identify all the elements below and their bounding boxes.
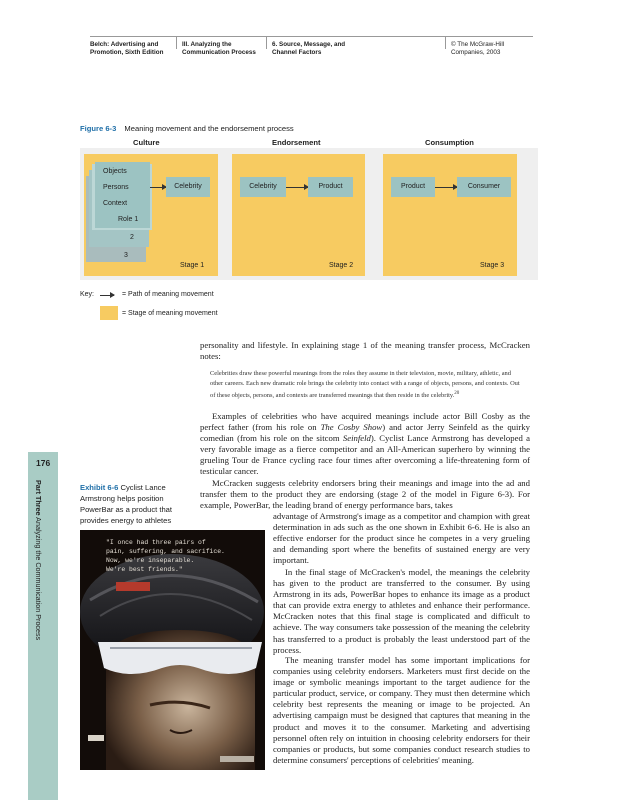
block-quote: Celebrities draw these powerful meanings from the roles they assume in their television, movie, military, athletic, and other careers. Each new dramatic role brings the celebrity into contact with a range of objects, persons, and contexts. Out of these objects, persons, and contexts are transferred meanings that then reside in the celebrity.$^{20}$	[210, 370, 520, 400]
page-number: 176	[36, 458, 51, 468]
exhibit-photo	[80, 530, 265, 770]
paragraph-implications: The meaning transfer model has some important implications for companies using celebrity endorsers. Marketers must first decide on the image or symbolic meanings important to the target audience for the particular product, service, or company. They must then determine which celebrity best represents the meaning or image to be projected. An advertising campaign must be designed that captures that meaning in the product and moves it to the consumer. Marketing and advertising personnel often rely on intuition in choosing celebrity endorsers for their companies or products, but some companies conduct research studies to determine consumers' perceptions of celebrities' meaning.	[273, 655, 530, 765]
stage-box-2	[232, 154, 365, 276]
arrow-persons-to-celebrity	[150, 187, 166, 188]
arrow-celebrity-to-product	[286, 187, 308, 188]
product-box-stage2: Product	[308, 177, 353, 197]
paragraph-intro: personality and lifestyle. In explaining stage 1 of the meaning transfer process, McCracken notes:	[200, 340, 530, 362]
stage-label-2: Stage 2	[329, 262, 354, 269]
figure-caption	[80, 124, 294, 133]
exhibit-label: Exhibit 6-6	[80, 483, 119, 492]
consumer-box: Consumer	[457, 177, 511, 197]
running-header	[90, 36, 533, 61]
paragraph-final-stage: In the final stage of McCracken's model, the meanings the celebrity has given to the product are transferred to the consumer. By using Armstrong in its ads, PowerBar hopes to enhance its image as a product that can provide extra energy to athletes and enhance their performance. McCracken notes that this final stage is complicated and difficult to achieve. The way consumers take possession of the meaning the celebrity has transferred to a product is probably the least understood part of the process.	[273, 567, 530, 655]
culture-item-context: Context	[103, 200, 128, 207]
arrow-product-to-consumer	[435, 187, 457, 188]
header-divider	[445, 37, 446, 49]
paragraph-examples: Examples of celebrities who have acquired meanings include actor Bill Cosby as the perfect father (from his role on The Cosby Show) and actor Jerry Seinfeld as the quirky comedian (from his role on the sitcom Seinfeld). Cyclist Lance Armstrong has developed a very favorable image as a fierce competitor and an All-American superhero by winning the grueling Tour de France cycling race four times after overcoming a life-threatening form of testicular cancer.	[200, 411, 530, 477]
key-stage-swatch	[100, 306, 118, 320]
culture-item-persons: Persons	[103, 184, 129, 191]
celebrity-box-stage1: Celebrity	[166, 177, 210, 197]
header-divider	[176, 37, 177, 49]
paragraph-stage2: McCracken suggests celebrity endorsers bring their meanings and image into the ad and transfer them to the product they are endorsing (stage 2 of the model in Figure 6-3). For example, PowerBar, the leading brand of energy performance bars, takes	[200, 478, 530, 511]
product-box-stage3: Product	[391, 177, 435, 197]
footnote-ref: 20	[454, 391, 460, 396]
culture-item-role-2: 2	[130, 234, 134, 241]
key-arrow-icon	[100, 295, 114, 296]
figure-label: Figure 6-3	[80, 124, 117, 133]
header-part: III. Analyzing the Communication Process	[182, 41, 256, 56]
culture-item-objects: Objects	[103, 168, 127, 175]
paragraph-stage2-continued: advantage of Armstrong's image as a competitor and champion with great determination in ads such as the one shown in Exhibit 6-6. He is also an effective endorser for the product since he competes in a very grueling and demanding sport where the benefits of sustained energy are very important.	[273, 511, 530, 566]
figure-title: Meaning movement and the endorsement process	[124, 124, 294, 133]
stage-label-3: Stage 3	[480, 262, 505, 269]
exhibit-caption-text: Cyclist Lance Armstrong helps position PowerBar as a product that provides energy to athletes	[80, 483, 173, 525]
header-copyright: © The McGraw-Hill Companies, 2003	[451, 41, 505, 56]
key-stage-description: = Stage of meaning movement	[122, 310, 218, 317]
key-path-description: = Path of meaning movement	[122, 291, 214, 298]
stage-box-3	[383, 154, 517, 276]
column-heading-culture: Culture	[133, 138, 160, 147]
helmet-logo-icon	[116, 582, 150, 591]
celebrity-box-stage2: Celebrity	[240, 177, 286, 197]
column-heading-consumption: Consumption	[425, 138, 474, 147]
sidebar-part-title: Part Three Analyzing the Communication Process	[34, 480, 43, 641]
key-label: Key:	[80, 291, 95, 298]
column-heading-endorsement: Endorsement	[272, 138, 321, 147]
exhibit-caption	[80, 482, 192, 526]
header-divider	[266, 37, 267, 49]
page-sidebar	[28, 452, 58, 800]
culture-item-role-1: Role 1	[118, 216, 139, 223]
header-book-title: Belch: Advertising and Promotion, Sixth Edition	[90, 41, 164, 56]
header-chapter: 6. Source, Message, and Channel Factors	[272, 41, 346, 56]
ad-quote-text: "I once had three pairs of pain, suffering, and sacrifice. Now, we're inseparable. We're best friends."	[106, 539, 225, 573]
culture-item-role-3: 3	[124, 252, 128, 259]
stage-label-1: Stage 1	[180, 262, 205, 269]
